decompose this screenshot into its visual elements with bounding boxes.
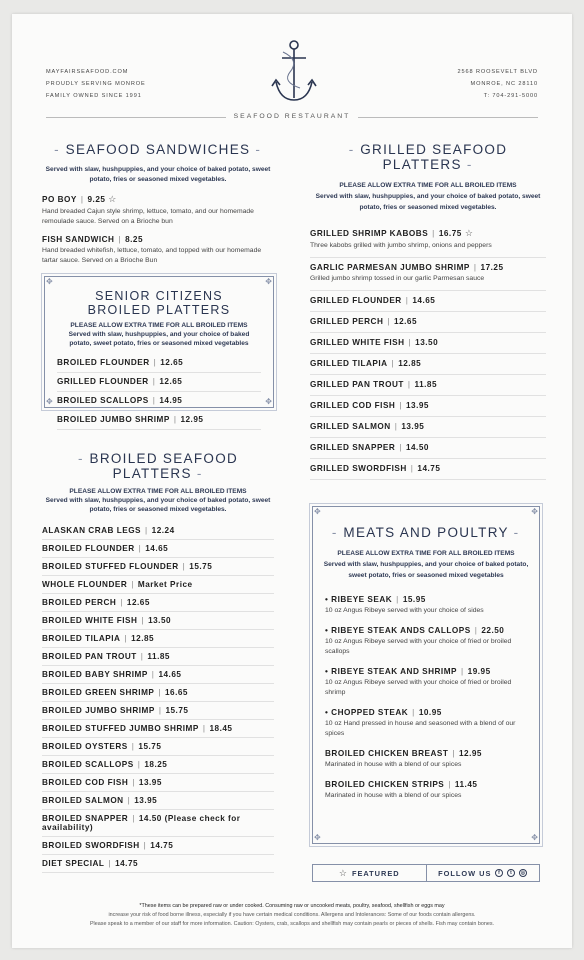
broiled-item-list [42,522,274,873]
item-name: ALASKAN CRAB LEGS [42,526,142,535]
price-separator: | [143,841,147,850]
price-separator: | [396,595,399,604]
price-separator: | [151,670,155,679]
featured-star-icon: ☆ [108,194,117,204]
menu-item[interactable] [310,438,546,459]
item-name: RIBEYE STEAK AND SHRIMP [331,667,457,676]
price-separator: | [152,396,156,405]
item-price: 12.24 [151,526,175,535]
price-separator: | [127,796,131,805]
item-name: GRILLED SHRIMP KABOBS [310,229,429,238]
instagram-icon[interactable]: ◎ [520,870,527,876]
item-name: BROILED TILAPIA [42,634,121,643]
price-separator: | [140,652,144,661]
price-separator: | [131,580,134,589]
item-name: FISH SANDWICH [42,235,115,244]
item-name: GRILLED TILAPIA [310,359,388,368]
item-price: 14.65 [412,296,436,305]
price-separator: | [173,415,177,424]
item-name: GRILLED COD FISH [310,401,396,410]
menu-item[interactable] [42,594,274,612]
item-price: 13.95 [401,422,425,431]
menu-item[interactable] [310,396,546,417]
menu-item[interactable] [42,774,274,792]
meats-note [313,548,539,581]
price-separator: | [158,706,162,715]
item-description: Grilled jumbo shrimp tossed in our garlic Parmesan sauce [310,275,485,282]
menu-item[interactable] [325,704,527,745]
senior-title-line1: SENIOR CITIZENS [95,289,223,303]
item-description: 10 oz Hand pressed in house and seasoned with a blend of our spices [325,720,516,737]
price-separator: | [132,778,135,787]
item-name: CHOPPED STEAK [331,708,409,717]
item-price: 14.75 [115,859,139,868]
item-price: 12.85 [398,359,422,368]
item-price: 9.25 [87,195,106,204]
item-name: BROILED CHICKEN STRIPS [325,780,445,789]
menu-item[interactable] [310,417,546,438]
menu-item[interactable] [310,354,546,375]
menu-item[interactable] [42,738,274,756]
price-separator: | [394,422,398,431]
senior-platters-box: ✥ ✥ ✥ ✥ SENIOR CITIZENS BROILED PLATTERS PLEASE ALLOW EXTRA TIME FOR ALL BROILED ITEMS Served with slaw, hushpuppies, and your choice of baked potato, sweet potato, fries or seasoned mixed vegetables BROILED FLOUNDER | 12.65 GRILLED FLOUNDER | 12.65 BROILED SCALLOPS | 14.95 BROILED JUMBO SHRIMP | 12.95 [44,276,274,408]
item-price: 13.95 [405,401,429,410]
section-note: Served with slaw, hushpuppies, and your choice of baked potato, sweet potato, fries or seasoned mixed vegetables. [45,166,271,183]
grilled-title: GRILLED SEAFOOD PLATTERS [360,142,508,172]
item-price: 14.65 [158,670,182,679]
price-separator: | [141,616,145,625]
item-name: RIBEYE SEAK [331,595,393,604]
item-name: BROILED FLOUNDER [57,358,150,367]
item-name: BROILED SCALLOPS [42,760,134,769]
grilled-item-list [310,223,546,480]
item-price: 16.75 [438,229,462,238]
price-separator: | [158,688,161,697]
follow-us-group [426,865,540,881]
menu-item[interactable] [42,810,274,837]
item-description: Marinated in house with a blend of our spices [325,792,462,799]
item-name: GARLIC PARMESAN JUMBO SHRIMP [310,263,470,272]
item-price: 14.75 [417,464,441,473]
broiled-section [42,451,274,873]
item-name: BROILED SWORDFISH [42,841,140,850]
item-price: 15.75 [165,706,189,715]
item-name: GRILLED PERCH [310,317,384,326]
website-text[interactable]: MAYFAIRSEAFOOD.COM [46,69,129,75]
item-name: GRILLED SWORDFISH [310,464,407,473]
item-name: BROILED SALMON [42,796,124,805]
item-name: PO BOY [42,195,77,204]
tagline-text: PROUDLY SERVING MONROE [46,81,146,87]
menu-item[interactable] [310,333,546,354]
item-name: GRILLED SALMON [310,422,391,431]
since-text: FAMILY OWNED SINCE 1991 [46,93,142,99]
menu-item[interactable]: PO BOY | 9.25 ☆ Hand breaded Cajun style shrimp, lettuce, tomato, and our homemade remoulade sauce. Served on a Brioche bun [42,194,274,227]
item-name: RIBEYE STEAK ANDS CALLOPS [331,626,471,635]
menu-item[interactable] [57,411,261,430]
price-separator: | [124,634,128,643]
menu-item[interactable] [57,373,261,392]
meats-note-line2: Served with slaw, hushpuppies, and your choice of baked potato, sweet potato, fries or seasoned mixed vegetables [323,561,529,579]
footer-line-2: increase your risk of food borne illness, especially if you have certain medical conditions. Allergens and Intolerances: Some of our foods contain allergens. [108,912,476,918]
menu-item[interactable] [57,392,261,411]
section-title: - GRILLED SEAFOOD PLATTERS - [348,142,508,172]
footer-line-3: Please speak to a member of our staff for more information. Caution: Oysters, crab, scallops and shellfish may contain pearls or pieces of shells. Fish may contain bones. [89,921,495,927]
item-description: Hand breaded Cajun style shrimp, lettuce, tomato, and our homemade remoulade sauce. Served on a Brioche bun [42,208,254,225]
menu-item[interactable] [325,776,527,807]
item-name: BROILED PAN TROUT [42,652,137,661]
price-separator: | [153,358,157,367]
price-separator: | [202,724,206,733]
section-title: - MEATS AND POULTRY - [331,525,521,540]
item-description: Marinated in house with a blend of our spices [325,761,462,768]
item-name: BROILED STUFFED FLOUNDER [42,562,179,571]
menu-item[interactable] [42,855,274,873]
item-name: BROILED CHICKEN BREAST [325,749,449,758]
menu-item[interactable] [42,630,274,648]
menu-item[interactable] [310,223,546,258]
section-title: - BROILED SEAFOOD PLATTERS - [77,451,239,481]
senior-item-list [45,354,273,430]
item-name: BROILED JUMBO SHRIMP [42,706,155,715]
price-separator: | [410,464,414,473]
menu-item[interactable] [57,354,261,373]
twitter-icon[interactable]: t [507,869,515,877]
item-price: 11.85 [414,380,438,389]
price-separator: | [132,814,135,823]
price-separator: | [387,317,391,326]
phone-text[interactable]: T: 704-291-5000 [483,93,538,99]
menu-item[interactable]: FISH SANDWICH | 8.25 Hand breaded whitefish, lettuce, tomato, and topped with our homemade tartar sauce. Served on a Brioche Bun [42,235,274,266]
price-separator: | [152,377,156,386]
sandwiches-title: SEAFOOD SANDWICHES [65,142,251,157]
menu-item[interactable] [325,591,527,622]
price-separator: | [399,443,402,452]
item-price: 8.25 [125,235,144,244]
item-name: BROILED STUFFED JUMBO SHRIMP [42,724,199,733]
item-price: 14.95 [159,396,183,405]
menu-item[interactable] [42,792,274,810]
item-price: 15.75 [189,562,213,571]
featured-label: FEATURED [351,868,400,878]
price-separator: | [448,780,451,789]
item-price: 11.45 [454,780,478,789]
price-separator: | [108,859,112,868]
menu-item[interactable] [42,522,274,540]
price-separator: | [412,708,415,717]
item-name: GRILLED WHITE FISH [310,338,405,347]
item-price: 14.65 [145,544,169,553]
price-separator: | [145,526,148,535]
item-name: BROILED SNAPPER [42,814,129,823]
price-separator: | [461,667,464,676]
item-price: 14.50 [405,443,429,452]
item-description: 10 oz Angus Ribeye served with your choice of sides [325,607,484,614]
menu-item[interactable] [42,720,274,738]
menu-item[interactable] [42,684,274,702]
item-price: 13.95 [138,778,162,787]
menu-item[interactable] [325,745,527,776]
item-name: GRILLED PAN TROUT [310,380,404,389]
item-price: 15.95 [402,595,426,604]
item-price: 10.95 [418,708,442,717]
item-price: 12.65 [394,317,418,326]
price-separator: | [137,760,141,769]
featured-star-icon: ☆ [338,867,348,878]
item-price: 15.75 [138,742,162,751]
item-name: BROILED SCALLOPS [57,396,149,405]
city-text: MONROE, NC 28110 [470,81,538,87]
featured-star-icon: ☆ [461,228,474,238]
menu-item[interactable] [42,837,274,855]
menu-page [12,14,572,948]
item-description: Hand breaded whitefish, lettuce, tomato, and topped with our homemade tartar sauce. Served on a Brioche Bun [42,247,262,264]
price-separator: | [131,742,135,751]
price-separator: | [138,544,142,553]
item-price: 22.50 [481,626,505,635]
grilled-section [310,142,546,480]
item-name: BROILED COD FISH [42,778,129,787]
item-price: 16.65 [165,688,188,697]
item-name: BROILED JUMBO SHRIMP [57,415,170,424]
item-description: Three kabobs grilled with jumbo shrimp, onions and peppers [310,242,492,249]
item-name: DIET SPECIAL [42,859,105,868]
item-price: 12.95 [180,415,204,424]
senior-note-line1: PLEASE ALLOW EXTRA TIME FOR ALL BROILED ITEMS [70,322,248,329]
price-separator: | [391,359,395,368]
brand-divider-right [358,117,538,118]
bullet-icon: • [325,626,332,635]
item-price: Market Price [137,580,193,589]
meats-title: MEATS AND POULTRY [343,525,509,540]
menu-item[interactable] [310,312,546,333]
meats-item-list [313,591,539,807]
item-name: BROILED OYSTERS [42,742,128,751]
address-text: 2568 ROOSEVELT BLVD [457,69,538,75]
menu-item[interactable] [310,459,546,480]
item-name: BROILED GREEN SHRIMP [42,688,155,697]
broiled-note-line2: Served with slaw, hushpuppies, and your choice of baked potato, sweet potato, fries or seasoned mixed vegetables. [45,497,271,513]
price-separator: | [408,338,412,347]
senior-note [45,321,273,348]
featured-follow-bar [312,864,540,882]
section-title: - SEAFOOD SANDWICHES - [54,142,262,157]
menu-item[interactable] [42,558,274,576]
facebook-icon[interactable]: f [495,869,503,877]
sandwiches-section [42,142,274,266]
menu-item[interactable] [310,375,546,396]
item-price: 14.50 (Please check for availability) [42,814,241,832]
bullet-icon: • [325,667,332,676]
meats-box: ✥ ✥ ✥ ✥ - MEATS AND POULTRY - PLEASE ALLOW EXTRA TIME FOR ALL BROILED ITEMS Served with slaw, hushpuppies, and your choice of baked potato, sweet potato, fries or seasoned mixed vegetables • RIBEYE SEAK | 15.95 10 oz Angus Ribeye served with your choice of sides • RIBEYE STEAK ANDS CALLOPS | 22.50 10 oz Angus Ribeye served with your choice of fried or broiled scallops • RIBEYE STEAK AND SHRIMP | 19.95 10 oz Angus Ribeye served with your choice of fried or broiled shrimp • CHOPPED STEAK | 10.95 10 oz Hand pressed in house and seasoned with a blend of our spices BROILED CHICKEN BREAST | 12.95 Marinated in house with a blend of our spices BROILED CHICKEN STRIPS | 11.45 Marinated in house with a blend of our spices [314,507,538,842]
bullet-icon: • [325,708,332,717]
price-separator: | [407,380,411,389]
header-right-info [457,66,538,102]
menu-item[interactable] [310,291,546,312]
item-name: WHOLE FLOUNDER [42,580,128,589]
item-price: 14.75 [150,841,174,850]
menu-item[interactable] [42,756,274,774]
item-name: GRILLED FLOUNDER [57,377,149,386]
footer-line-1: *These items can be prepared raw or under cooked. Consuming raw or uncooked meats, poultry, seafood, shellfish or eggs may [139,903,445,909]
price-separator: | [120,598,123,607]
meats-note-line1: PLEASE ALLOW EXTRA TIME FOR ALL BROILED ITEMS [337,550,515,557]
menu-item[interactable] [42,576,274,594]
senior-note-line2: Served with slaw, hushpuppies, and your choice of baked potato, sweet potato, fries or seasoned mixed vegetables [68,331,250,347]
item-price: 17.25 [480,263,504,272]
item-price: 12.65 [160,358,184,367]
senior-title-line2: BROILED PLATTERS [87,303,231,317]
item-name: BROILED PERCH [42,598,117,607]
price-separator: | [432,229,435,238]
item-price: 18.45 [209,724,233,733]
item-price: 12.85 [131,634,155,643]
item-price: 12.65 [159,377,183,386]
price-separator: | [474,626,478,635]
price-separator: | [405,296,409,305]
item-description: 10 oz Angus Ribeye served with your choice of fried or broiled scallops [325,638,512,655]
item-price: 19.95 [467,667,491,676]
anchor-logo-icon [270,38,318,108]
price-separator: | [399,401,402,410]
item-price: 13.50 [148,616,172,625]
allergen-footer [32,902,552,929]
item-price: 11.85 [147,652,170,661]
bullet-icon: • [325,595,332,604]
grilled-note-line2: Served with slaw, hushpuppies, and your choice of baked potato, sweet potato, fries or seasoned mixed vegetables. [315,193,541,211]
item-description: 10 oz Angus Ribeye served with your choice of fried or broiled shrimp [325,679,512,696]
brand-name: SEAFOOD RESTAURANT [233,113,351,120]
menu-item[interactable] [325,663,527,704]
broiled-title: BROILED SEAFOOD PLATTERS [89,451,239,481]
senior-title [45,289,273,317]
menu-item[interactable] [310,258,546,291]
item-price: 12.65 [126,598,150,607]
menu-item[interactable] [42,702,274,720]
header-left-info [46,66,146,102]
menu-item[interactable] [42,612,274,630]
item-name: BROILED WHITE FISH [42,616,138,625]
featured-legend [313,865,426,881]
menu-item[interactable] [42,666,274,684]
menu-item[interactable] [325,622,527,663]
item-price: 13.50 [415,338,439,347]
item-price: 12.95 [459,749,482,758]
item-name: BROILED BABY SHRIMP [42,670,148,679]
menu-item[interactable] [42,648,274,666]
price-separator: | [473,263,477,272]
price-separator: | [452,749,455,758]
menu-item[interactable] [42,540,274,558]
follow-label: FOLLOW US [438,868,492,878]
item-name: GRILLED SNAPPER [310,443,396,452]
grilled-note [310,180,546,213]
item-name: BROILED FLOUNDER [42,544,135,553]
broiled-note-line1: PLEASE ALLOW EXTRA TIME FOR ALL BROILED ITEMS [69,488,247,495]
grilled-note-line1: PLEASE ALLOW EXTRA TIME FOR ALL BROILED ITEMS [339,182,517,189]
broiled-note [42,487,274,514]
item-price: 18.25 [144,760,168,769]
item-name: GRILLED FLOUNDER [310,296,402,305]
price-separator: | [182,562,186,571]
item-price: 13.95 [134,796,158,805]
